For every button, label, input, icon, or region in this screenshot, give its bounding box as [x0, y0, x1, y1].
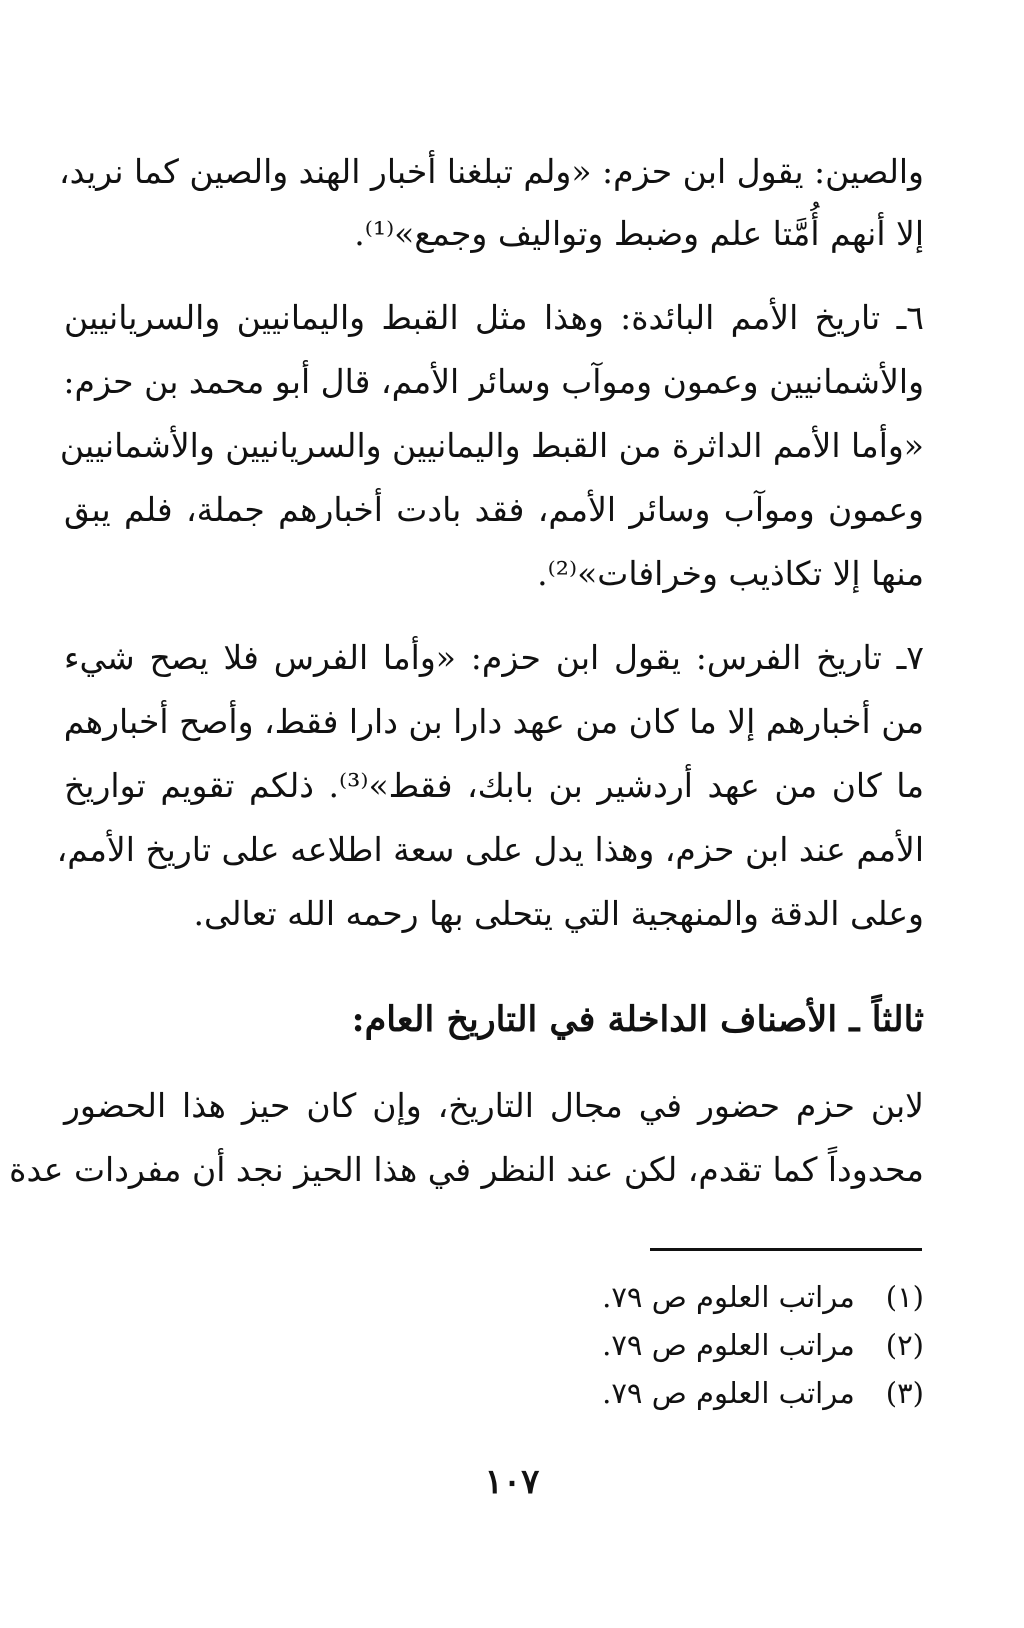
footnote-2-text: مراتب العلوم ص ٧٩.	[602, 1328, 855, 1362]
footnote-3-text: مراتب العلوم ص ٧٩.	[602, 1376, 855, 1410]
paragraph-2-line-2: والأشمانيين وعمون وموآب وسائر الأمم، قال أبو محمد بن حزم:	[63, 362, 924, 401]
footnote-1-number: (١)	[885, 1280, 924, 1314]
footnote-3-number: (٣)	[885, 1376, 924, 1410]
footnote-3	[602, 1374, 924, 1412]
paragraph-2-line-3: «وأما الأمم الداثرة من القبط واليمانيين والسريانيين والأشمانيين	[59, 426, 924, 465]
footnote-2	[602, 1326, 924, 1364]
footnote-1	[602, 1278, 924, 1316]
page-number: ١٠٧	[484, 1462, 540, 1502]
paragraph-4-line-1: لابن حزم حضور في مجال التاريخ، وإن كان حيز هذا الحضور	[64, 1086, 924, 1125]
paragraph-1-line-1: والصين: يقول ابن حزم: «ولم تبلغنا أخبار الهند والصين كما نريد،	[58, 152, 924, 191]
paragraph-3-line-5: وعلى الدقة والمنهجية التي يتحلى بها رحمه الله تعالى.	[193, 894, 924, 933]
paragraph-1-line-2: إلا أنهم أُمَّتا علم وضبط وتواليف وجمع»⁽¹⁾.	[354, 214, 924, 253]
footnote-separator	[650, 1248, 922, 1251]
paragraph-3-line-1: ٧ـ تاريخ الفرس: يقول ابن حزم: «وأما الفرس فلا يصح شيء	[64, 638, 924, 677]
section-heading: ثالثاً ـ الأصناف الداخلة في التاريخ العام:	[351, 999, 924, 1040]
paragraph-3-line-3: ما كان من عهد أردشير بن بابك، فقط»⁽³⁾. ذلكم تقويم تواريخ	[64, 766, 924, 805]
paragraph-2-line-1: ٦ـ تاريخ الأمم البائدة: وهذا مثل القبط واليمانيين والسريانيين	[64, 298, 924, 337]
paragraph-2-line-5: منها إلا تكاذيب وخرافات»⁽²⁾.	[537, 554, 924, 593]
paragraph-3-line-4: الأمم عند ابن حزم، وهذا يدل على سعة اطلاعه على تاريخ الأمم،	[56, 830, 924, 869]
paragraph-4-line-2: محدوداً كما تقدم، لكن عند النظر في هذا الحيز نجد أن مفردات عدة	[9, 1150, 924, 1189]
paragraph-2-line-4: وعمون وموآب وسائر الأمم، فقد بادت أخبارهم جملة، فلم يبق	[64, 490, 924, 529]
footnote-2-number: (٢)	[885, 1328, 924, 1362]
footnote-1-text: مراتب العلوم ص ٧٩.	[602, 1280, 855, 1314]
paragraph-3-line-2: من أخبارهم إلا ما كان من عهد دارا بن دارا فقط، وأصح أخبارهم	[63, 702, 924, 741]
